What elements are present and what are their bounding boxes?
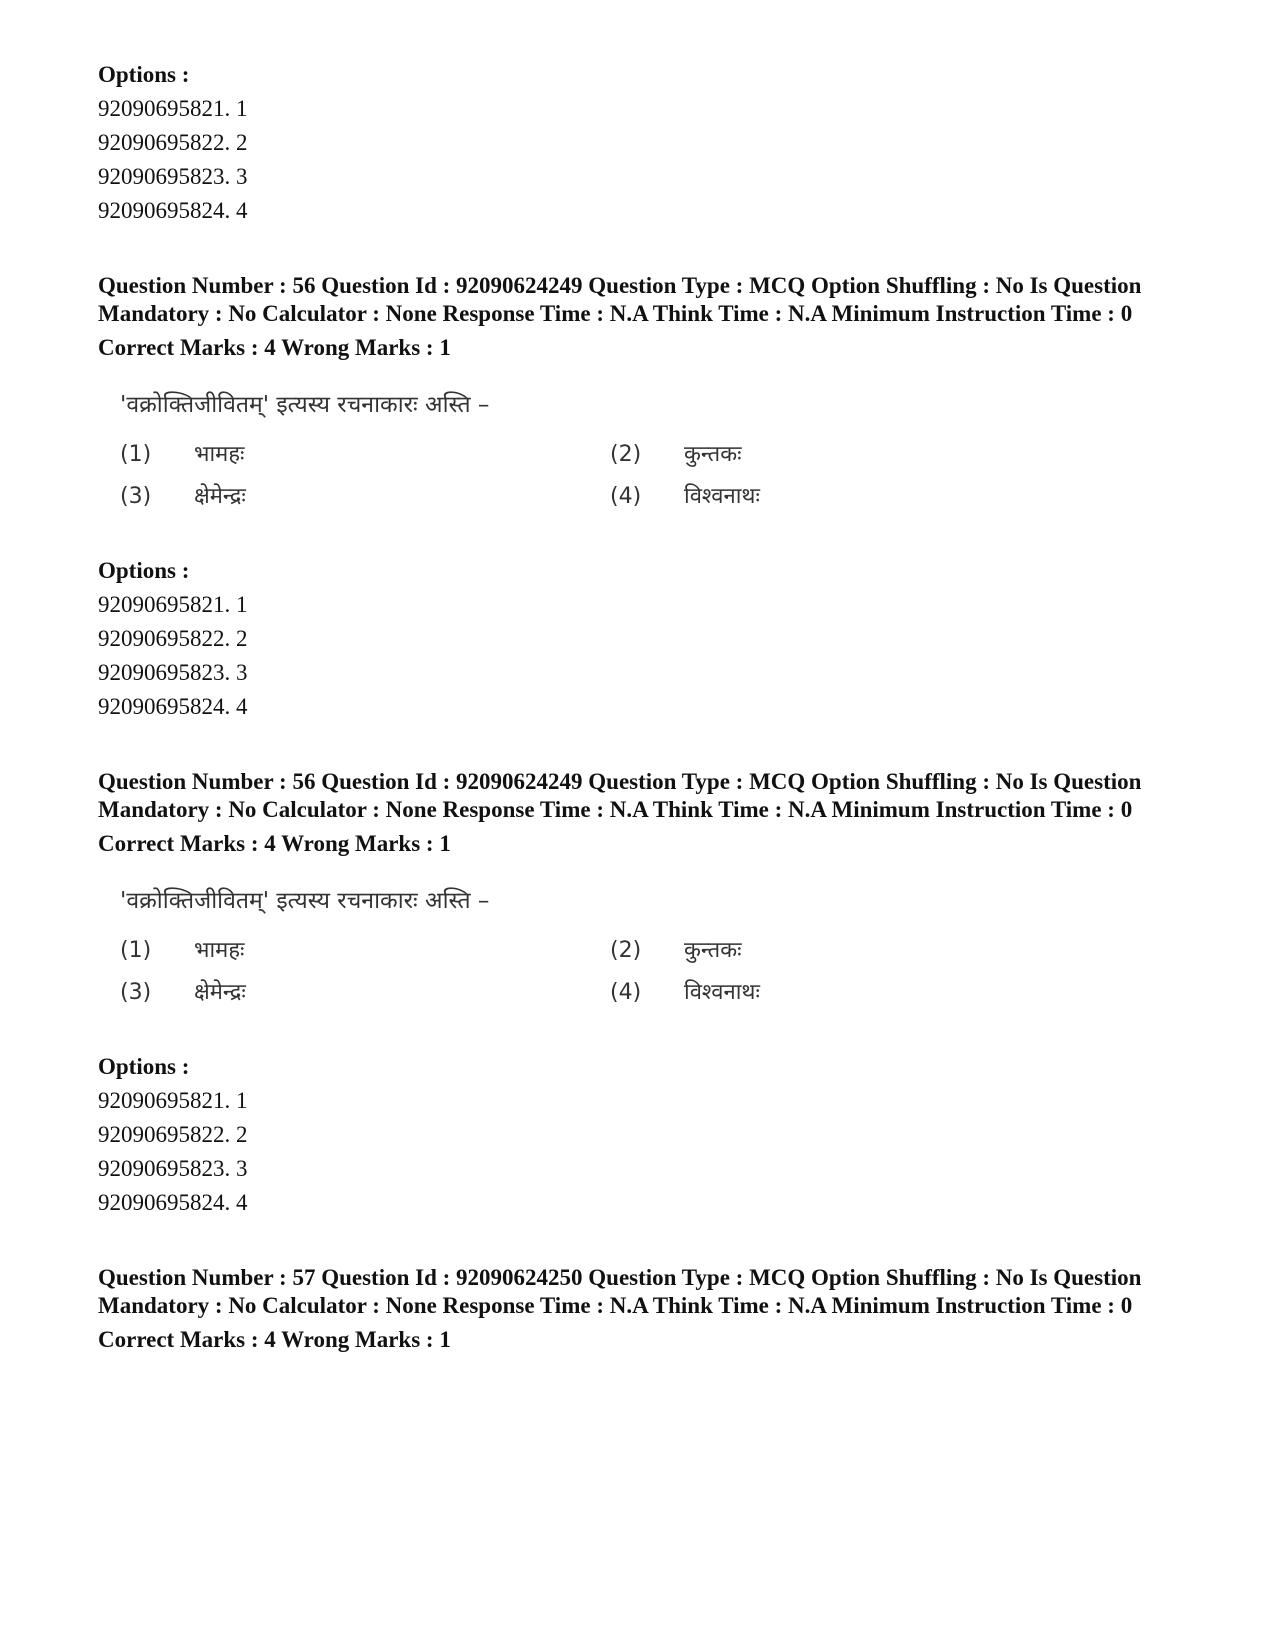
marks-line: Correct Marks : 4 Wrong Marks : 1 — [98, 1327, 451, 1352]
choice-1 — [120, 936, 610, 966]
choice-number: (2) — [610, 442, 642, 467]
choice-text: विश्वनाथः — [684, 980, 760, 1005]
options-block — [98, 58, 1198, 228]
option-line: 92090695824. 4 — [98, 694, 248, 719]
option-line: 92090695822. 2 — [98, 1122, 248, 1147]
choice-3 — [120, 482, 610, 512]
question-image — [120, 390, 1198, 512]
choice-number: (4) — [610, 980, 642, 1005]
choice-text: भामहः — [194, 442, 245, 467]
choice-3 — [120, 978, 610, 1008]
choice-2 — [610, 936, 910, 966]
choice-text: क्षेमेन्द्रः — [194, 484, 246, 509]
choice-number: (4) — [610, 484, 642, 509]
question-header: Question Number : 57 Question Id : 92090624250 Question Type : MCQ Option Shuffling : No Is Question Mandatory : No Calculator : None Response Time : N.A Think Time : N.A Minimum Instruction Time : 0 — [98, 1265, 1142, 1318]
question-block — [98, 272, 1198, 724]
option-line: 92090695821. 1 — [98, 592, 248, 617]
choice-number: (3) — [120, 484, 152, 509]
choice-text: कुन्तकः — [684, 442, 742, 467]
option-line: 92090695821. 1 — [98, 1088, 248, 1113]
choice-4 — [610, 482, 910, 512]
question-header: Question Number : 56 Question Id : 92090624249 Question Type : MCQ Option Shuffling : No Is Question Mandatory : No Calculator : None Response Time : N.A Think Time : N.A Minimum Instruction Time : 0 — [98, 769, 1142, 822]
options-block — [98, 554, 1198, 724]
choice-text: कुन्तकः — [684, 938, 742, 963]
marks-line: Correct Marks : 4 Wrong Marks : 1 — [98, 335, 451, 360]
option-line: 92090695823. 3 — [98, 1156, 248, 1181]
options-title: Options : — [98, 558, 190, 583]
choice-1 — [120, 440, 610, 470]
question-stem: 'वक्रोक्तिजीवितम्' इत्यस्य रचनाकारः अस्ति – — [120, 888, 490, 914]
option-line: 92090695823. 3 — [98, 660, 248, 685]
choice-number: (2) — [610, 938, 642, 963]
document-page — [98, 58, 1198, 1354]
option-line: 92090695821. 1 — [98, 96, 248, 121]
options-title: Options : — [98, 62, 190, 87]
option-line: 92090695823. 3 — [98, 164, 248, 189]
choice-number: (1) — [120, 938, 152, 963]
choice-grid — [120, 440, 1198, 512]
choice-number: (3) — [120, 980, 152, 1005]
choice-2 — [610, 440, 910, 470]
question-stem: 'वक्रोक्तिजीवितम्' इत्यस्य रचनाकारः अस्ति – — [120, 392, 490, 418]
choice-text: भामहः — [194, 938, 245, 963]
option-line: 92090695822. 2 — [98, 626, 248, 651]
options-title: Options : — [98, 1054, 190, 1079]
question-block — [98, 768, 1198, 1220]
options-block — [98, 1050, 1198, 1220]
option-line: 92090695822. 2 — [98, 130, 248, 155]
marks-line: Correct Marks : 4 Wrong Marks : 1 — [98, 831, 451, 856]
choice-number: (1) — [120, 442, 152, 467]
question-header: Question Number : 56 Question Id : 92090624249 Question Type : MCQ Option Shuffling : No Is Question Mandatory : No Calculator : None Response Time : N.A Think Time : N.A Minimum Instruction Time : 0 — [98, 273, 1142, 326]
option-line: 92090695824. 4 — [98, 1190, 248, 1215]
choice-text: क्षेमेन्द्रः — [194, 980, 246, 1005]
choice-4 — [610, 978, 910, 1008]
choice-text: विश्वनाथः — [684, 484, 760, 509]
option-line: 92090695824. 4 — [98, 198, 248, 223]
question-block — [98, 1264, 1198, 1354]
question-image — [120, 886, 1198, 1008]
choice-grid — [120, 936, 1198, 1008]
